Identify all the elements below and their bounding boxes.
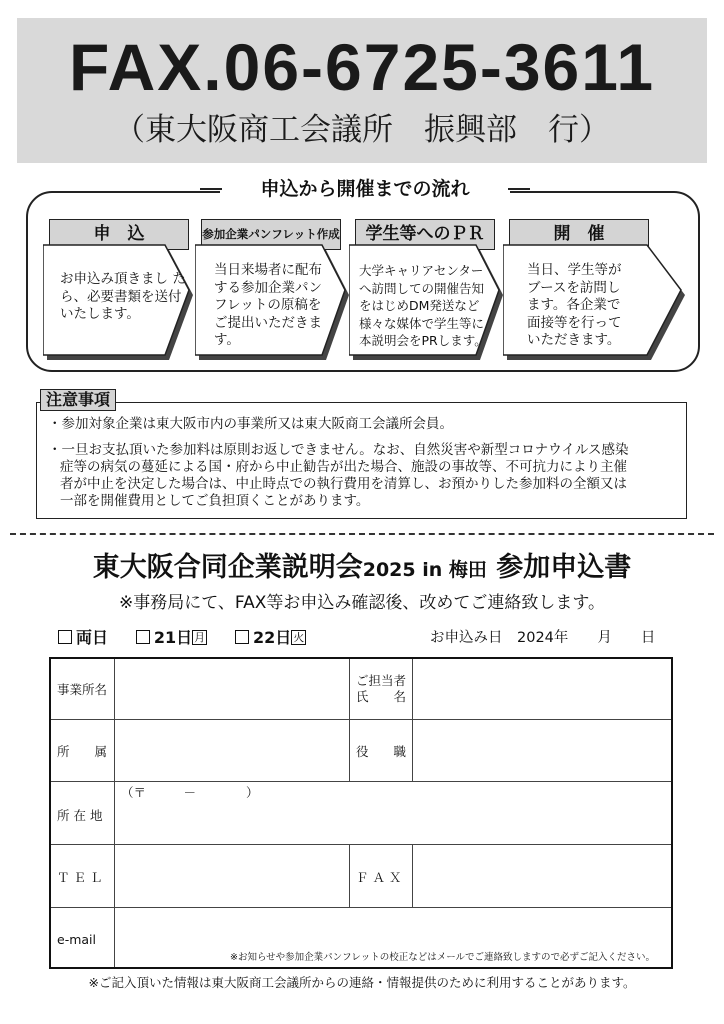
note-item-1: ・参加対象企業は東大阪市内の事業所又は東大阪商工会議所会員。 <box>48 416 453 432</box>
label-company-name: 事業所名 <box>57 682 108 697</box>
position-field[interactable] <box>413 720 671 781</box>
label-day-22: 22日 <box>253 628 292 647</box>
form-title-suffix: 参加申込書 <box>496 552 632 583</box>
tel-field[interactable] <box>115 845 348 907</box>
step-head-apply: 申 込 <box>49 219 189 250</box>
step-text-pr: 大学キャリアセンター へ訪問しての開催告知 をはじめDM発送など 様々な媒体で学生等に 本説明会をPRします。 <box>359 263 487 348</box>
note-item-2-line-1: ・一旦お支払頂いた参加料は原則お返しできません。なお、自然災害や新型コロナウイルス感染 <box>48 442 629 458</box>
fax-number: FAX.06-6725-3611 <box>68 30 656 104</box>
address-field[interactable] <box>115 804 671 844</box>
checkbox-day-22[interactable] <box>235 630 249 644</box>
flow-title: 申込から開催までの流れ <box>220 177 510 201</box>
label-fax: Ｆ Ａ Ｘ <box>356 870 402 885</box>
label-day-21: 21日 <box>153 628 193 647</box>
postal-code-field[interactable]: （〒 － ） <box>121 785 259 800</box>
step-head-pr: 学生等へのＰＲ <box>355 219 495 250</box>
step-head-event: 開 催 <box>509 219 649 250</box>
label-person-line-1: ご担当者 <box>356 673 407 688</box>
person-name-field[interactable] <box>413 659 671 719</box>
cut-line <box>10 533 714 535</box>
department-field[interactable] <box>115 720 348 781</box>
label-tel: Ｔ Ｅ Ｌ <box>57 870 103 885</box>
footer-note: ※ご記入頂いた情報は東大阪商工会議所からの連絡・情報提供のために利用することがあります。 <box>88 975 636 990</box>
fax-destination: （東大阪商工会議所 振興部 行） <box>114 112 610 148</box>
note-item-2-line-4: 一部を開催費用としてご負担頂くことがあります。 <box>60 493 370 509</box>
company-name-field[interactable] <box>115 659 348 719</box>
fax-field[interactable] <box>413 845 671 907</box>
note-item-2-line-3: 者が中止を決定した場合は、中止時点での執行費用を清算し、お預かりした参加料の全額又は <box>60 476 627 492</box>
row-divider <box>51 781 671 782</box>
col-divider <box>349 659 350 781</box>
step-text-apply: お申込み頂きまし た ら、必要書類を送付 いたします。 <box>60 271 186 322</box>
label-email: e-mail <box>57 932 96 947</box>
label-department: 所 属 <box>57 744 108 759</box>
note-item-2-line-2: 症等の病気の蔓延による国・府から中止勧告が出た場合、施設の事故等、不可抗力により主催 <box>60 459 627 475</box>
checkbox-day-21[interactable] <box>136 630 150 644</box>
form-title-venue: 2025 in 梅田 <box>362 559 487 581</box>
step-text-event: 当日、学生等が ブースを訪問し ます。各企業で 面接等を行って いただきます。 <box>527 262 622 348</box>
label-person-line-2: 氏 名 <box>356 689 407 704</box>
step-text-pamphlet: 当日来場者に配布 する参加企業パン フレットの原稿を ご提出いただきま す。 <box>214 262 322 348</box>
email-field[interactable] <box>115 908 671 950</box>
email-note: ※お知らせや参加企業パンフレットの校正などはメールでご連絡致しますので必ずご記入ください。 <box>230 952 656 963</box>
form-title <box>0 544 724 594</box>
checkbox-both-days[interactable] <box>58 630 72 644</box>
flow-title-rule <box>508 188 530 190</box>
label-position: 役 職 <box>356 744 407 759</box>
weekday-21: 月 <box>194 631 206 644</box>
fax-header <box>17 18 707 163</box>
label-both-days: 両日 <box>76 628 109 647</box>
form-title-main: 東大阪合同企業説明会 <box>92 552 363 583</box>
label-address: 所 在 地 <box>57 808 103 823</box>
form-note: ※事務局にて、FAX等お申込み確認後、改めてご連絡致します。 <box>118 593 606 613</box>
application-form-table <box>49 657 673 969</box>
weekday-22: 火 <box>293 631 305 644</box>
flow-title-rule <box>200 188 222 190</box>
application-date[interactable]: お申込み日 2024年 月 日 <box>430 630 656 646</box>
step-head-pamphlet: 参加企業パンフレット作成 <box>201 219 341 250</box>
col-divider <box>349 844 350 907</box>
notes-title: 注意事項 <box>40 389 116 411</box>
day-selection <box>58 626 306 650</box>
